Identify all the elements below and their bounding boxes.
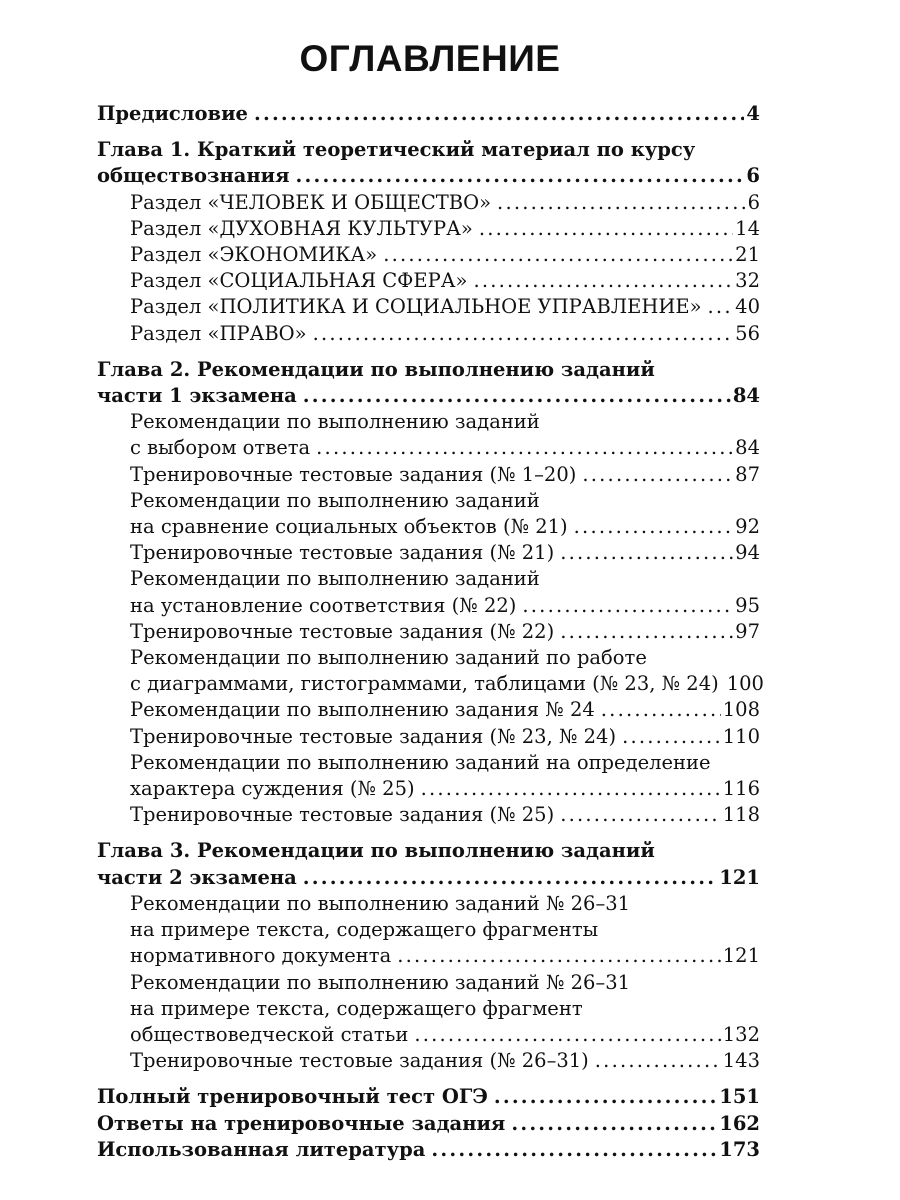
- dot-leader: [479, 216, 733, 242]
- toc-subentry: [97, 294, 760, 320]
- toc-subentry: [97, 802, 760, 828]
- toc-subentry: [97, 190, 760, 216]
- table-of-contents: [97, 101, 764, 1163]
- toc-subentry: [97, 776, 760, 802]
- dot-leader: [560, 540, 733, 566]
- toc-subentry: [97, 462, 760, 488]
- toc-subentry: [97, 750, 760, 776]
- page-number: 95: [735, 593, 760, 617]
- toc-entry-text: Рекомендации по выполнению заданий № 26–31: [130, 970, 631, 994]
- page-number: 162: [719, 1111, 760, 1135]
- toc-subentry: [97, 996, 760, 1022]
- page-number: 56: [735, 321, 760, 345]
- toc-entry-text: Тренировочные тестовые задания (№ 1–20): [130, 462, 577, 486]
- toc-entry-text: на установление соответствия (№ 22): [130, 593, 517, 617]
- page-number: 110: [722, 724, 760, 748]
- page-number: 87: [735, 462, 760, 486]
- toc-entry-text: обществознания: [97, 164, 290, 188]
- toc-subentry: [97, 488, 760, 514]
- toc-subentry: [97, 1022, 760, 1048]
- dot-leader: [254, 101, 744, 127]
- toc-entry-text: с диаграммами, гистограммами, таблицами (№ 23, № 24): [130, 672, 719, 696]
- toc-entry-text: Тренировочные тестовые задания (№ 22): [130, 619, 555, 643]
- toc-entry-text: Раздел «СОЦИАЛЬНАЯ СФЕРА»: [130, 269, 468, 293]
- toc-entry-text: Глава 1. Краткий теоретический материал по курсу: [97, 138, 696, 162]
- page-number: 6: [746, 164, 760, 188]
- page-number: 14: [735, 216, 760, 240]
- toc-subentry: [97, 1048, 760, 1074]
- page-number: 84: [732, 384, 760, 408]
- dot-leader: [316, 435, 733, 461]
- toc-section: [97, 357, 764, 829]
- page-title: ОГЛАВЛЕНИЕ: [299, 38, 561, 79]
- dot-leader: [560, 802, 721, 828]
- page-number: 143: [722, 1049, 760, 1073]
- dot-leader: [313, 321, 734, 347]
- toc-entry-text: Рекомендации по выполнению заданий: [130, 567, 540, 591]
- toc-entry-text: Раздел «ПРАВО»: [130, 321, 307, 345]
- toc-subentry: [97, 242, 760, 268]
- page-number: 108: [722, 698, 760, 722]
- toc-entry-text: на примере текста, содержащего фрагмент: [130, 996, 583, 1020]
- toc-entry-text: Рекомендации по выполнению заданий № 26–31: [130, 891, 631, 915]
- toc-subentry: [97, 268, 760, 294]
- toc-subentry: [97, 435, 760, 461]
- toc-subentry: [97, 917, 760, 943]
- toc-entry-text: Предисловие: [97, 102, 248, 125]
- toc-subentry: [97, 409, 760, 435]
- page-number: 94: [735, 541, 760, 565]
- toc-subentry: [97, 216, 760, 242]
- dot-leader: [582, 462, 733, 488]
- toc-entry-text: Рекомендации по выполнению заданий: [130, 488, 540, 512]
- page-number: 116: [722, 777, 760, 801]
- dot-leader: [494, 1084, 717, 1110]
- toc-entry: [97, 1084, 760, 1110]
- page-number: 121: [722, 944, 760, 968]
- dot-leader: [397, 943, 721, 969]
- dot-leader: [303, 383, 731, 409]
- dot-leader: [622, 724, 721, 750]
- toc-subentry: [97, 619, 760, 645]
- dot-leader: [601, 697, 721, 723]
- toc-entry-text: Рекомендации по выполнению задания № 24: [130, 698, 595, 722]
- dot-leader: [303, 865, 718, 891]
- toc-entry: [97, 838, 760, 864]
- toc-entry-text: Глава 3. Рекомендации по выполнению заданий: [97, 839, 655, 863]
- toc-entry-text: части 1 экзамена: [97, 384, 297, 408]
- toc-subentry: [97, 724, 760, 750]
- toc-entry-text: Использованная литература: [97, 1137, 426, 1161]
- toc-subentry: [97, 970, 760, 996]
- toc-entry: [97, 163, 760, 189]
- toc-entry: [97, 137, 760, 163]
- dot-leader: [296, 163, 745, 189]
- toc-entry-text: нормативного документа: [130, 944, 392, 968]
- toc-subentry: [97, 540, 760, 566]
- toc-entry-text: Тренировочные тестовые задания (№ 21): [130, 541, 555, 565]
- dot-leader: [473, 268, 733, 294]
- toc-subentry: [97, 593, 760, 619]
- toc-section: [97, 101, 760, 127]
- dot-leader: [383, 242, 733, 268]
- dot-leader: [574, 514, 734, 540]
- dot-leader: [560, 619, 733, 645]
- toc-section: [97, 1084, 760, 1163]
- dot-leader: [421, 776, 721, 802]
- page-number: 4: [746, 102, 760, 125]
- dot-leader: [431, 1137, 717, 1163]
- page-number: 40: [735, 295, 760, 319]
- toc-entry: [97, 383, 760, 409]
- toc-entry-text: Глава 2. Рекомендации по выполнению заданий: [97, 357, 655, 381]
- toc-entry-text: Тренировочные тестовые задания (№ 26–31): [130, 1049, 589, 1073]
- toc-section: [97, 137, 760, 347]
- toc-entry-text: обществоведческой статьи: [130, 1022, 409, 1046]
- toc-entry-text: Рекомендации по выполнению заданий на определение: [130, 750, 711, 774]
- page-number: 100: [726, 672, 764, 696]
- page-number: 151: [719, 1085, 760, 1109]
- page-number: 92: [735, 515, 760, 539]
- toc-entry: [97, 1111, 760, 1137]
- toc-entry-text: Ответы на тренировочные задания: [97, 1111, 506, 1135]
- toc-entry-text: Раздел «ДУХОВНАЯ КУЛЬТУРА»: [130, 216, 473, 240]
- toc-entry-text: характера суждения (№ 25): [130, 777, 415, 801]
- page-number: 118: [722, 803, 760, 827]
- toc-subentry: [97, 943, 760, 969]
- toc-entry-text: Тренировочные тестовые задания (№ 23, № 24): [130, 724, 617, 748]
- dot-leader: [595, 1048, 721, 1074]
- toc-subentry: [97, 645, 760, 671]
- toc-entry-text: на сравнение социальных объектов (№ 21): [130, 515, 568, 539]
- toc-section: [97, 838, 760, 1074]
- toc-subentry: [97, 514, 760, 540]
- dot-leader: [708, 294, 734, 320]
- page-number: 132: [722, 1022, 760, 1046]
- toc-entry-text: Раздел «ЭКОНОМИКА»: [130, 243, 378, 267]
- page-number: 97: [735, 619, 760, 643]
- page-number: 84: [735, 436, 760, 460]
- toc-entry: [97, 357, 760, 383]
- page-number: 173: [719, 1137, 760, 1161]
- page-number: 21: [735, 243, 760, 267]
- dot-leader: [497, 190, 746, 216]
- page-number: 121: [719, 865, 760, 889]
- toc-entry-text: Полный тренировочный тест ОГЭ: [97, 1085, 488, 1109]
- toc-entry-text: части 2 экзамена: [97, 865, 297, 889]
- toc-subentry: [97, 566, 760, 592]
- toc-subentry: [97, 671, 764, 697]
- toc-entry-text: Тренировочные тестовые задания (№ 25): [130, 803, 555, 827]
- toc-entry-text: Рекомендации по выполнению заданий по работе: [130, 646, 647, 670]
- toc-subentry: [97, 891, 760, 917]
- toc-subentry: [97, 697, 760, 723]
- toc-subentry: [97, 321, 760, 347]
- toc-entry: [97, 1137, 760, 1163]
- dot-leader: [511, 1111, 717, 1137]
- toc-entry: [97, 101, 760, 127]
- toc-entry-text: Раздел «ЧЕЛОВЕК И ОБЩЕСТВО»: [130, 190, 492, 214]
- dot-leader: [522, 593, 733, 619]
- toc-entry-text: Раздел «ПОЛИТИКА И СОЦИАЛЬНОЕ УПРАВЛЕНИЕ»: [130, 295, 702, 319]
- toc-entry-text: Рекомендации по выполнению заданий: [130, 410, 540, 434]
- toc-entry-text: с выбором ответа: [130, 436, 311, 460]
- page-number: 6: [747, 190, 760, 214]
- dot-leader: [414, 1022, 720, 1048]
- toc-entry: [97, 865, 760, 891]
- page-number: 32: [735, 269, 760, 293]
- toc-entry-text: на примере текста, содержащего фрагменты: [130, 918, 599, 942]
